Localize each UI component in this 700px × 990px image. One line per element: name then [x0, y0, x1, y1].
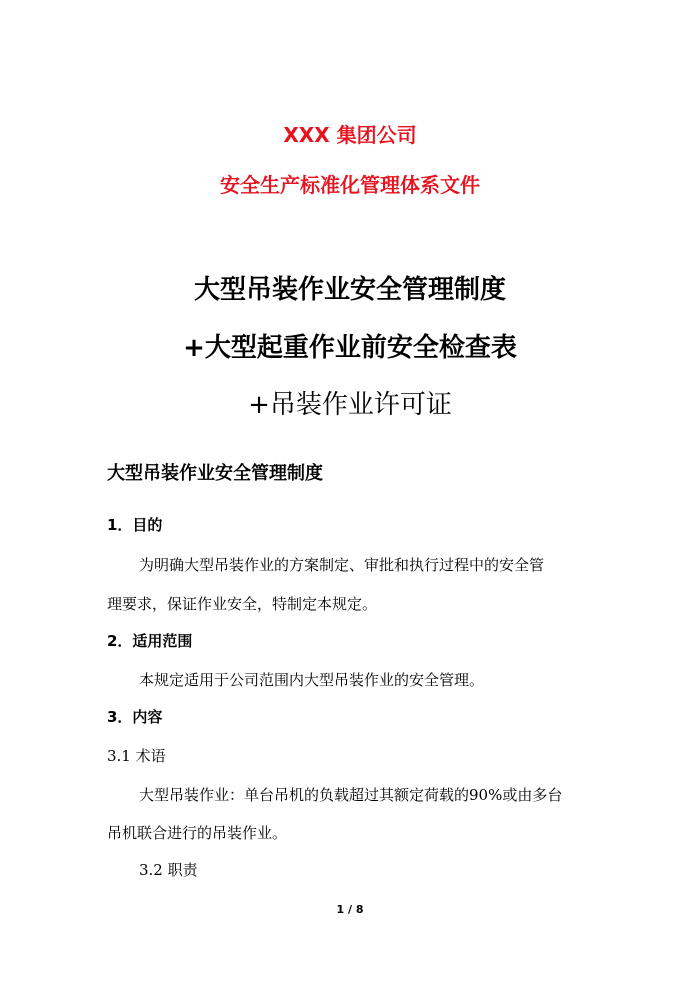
document-title-line-3: +吊装作业许可证 — [248, 390, 452, 420]
section-title: 大型吊装作业安全管理制度 — [107, 463, 323, 484]
system-document-title: 安全生产标准化管理体系文件 — [220, 173, 480, 197]
company-name: XXX 集团公司 — [283, 123, 417, 147]
scope-heading: 2．适用范围 — [107, 632, 193, 650]
purpose-heading: 1．目的 — [107, 516, 163, 534]
document-title-line-2: +大型起重作业前安全检查表 — [183, 333, 517, 363]
document-title-line-1: 大型吊装作业安全管理制度 — [193, 275, 506, 305]
purpose-paragraph-line-1: 为明确大型吊装作业的方案制定、审批和执行过程中的安全管 — [139, 556, 545, 574]
page-number: 1 / 8 — [336, 903, 364, 916]
duty-heading: 3.2 职责 — [139, 861, 198, 879]
terms-paragraph-line-2: 吊机联合进行的吊装作业。 — [107, 824, 288, 842]
terms-paragraph-line-1: 大型吊装作业：单台吊机的负载超过其额定荷载的90%或由多台 — [139, 786, 563, 804]
content-heading: 3．内容 — [107, 708, 163, 726]
scope-paragraph: 本规定适用于公司范围内大型吊装作业的安全管理。 — [139, 671, 485, 689]
purpose-paragraph-line-2: 理要求，保证作业安全，特制定本规定。 — [107, 595, 378, 613]
terms-heading: 3.1 术语 — [107, 747, 166, 765]
